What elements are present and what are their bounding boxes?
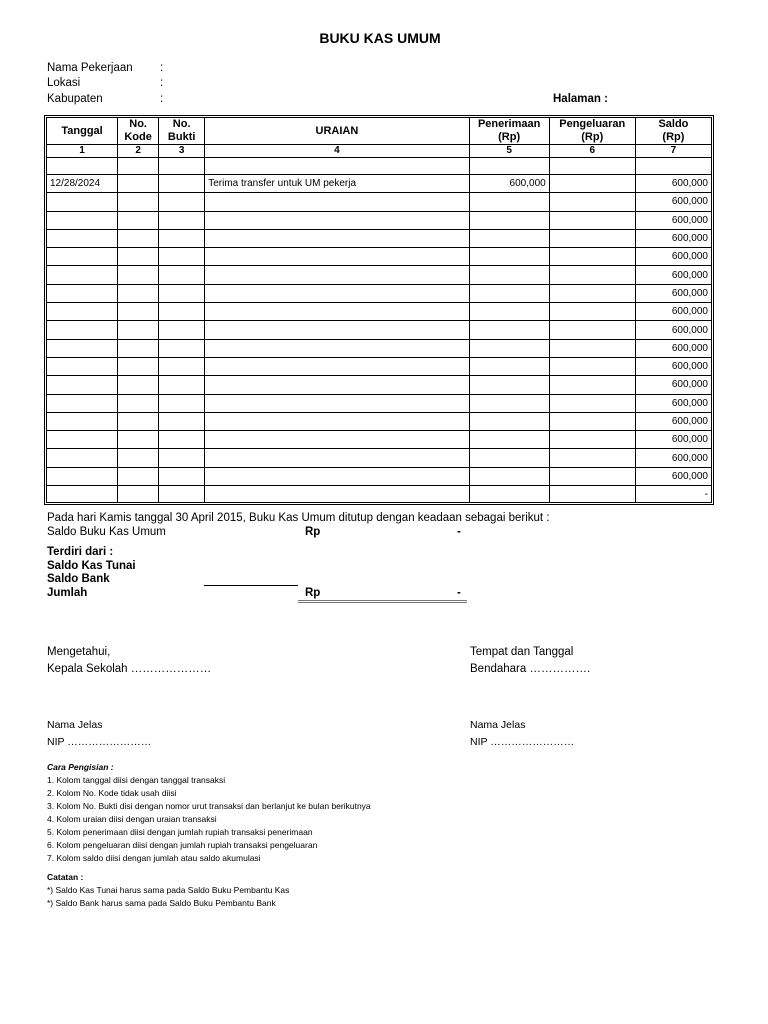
cell-kode xyxy=(118,211,159,229)
cell-tanggal: 12/28/2024 xyxy=(47,175,118,193)
table-row xyxy=(47,284,712,302)
cell-bukti xyxy=(159,248,205,266)
instruction-item: 7. Kolom saldo diisi dengan jumlah atau saldo akumulasi xyxy=(47,853,261,863)
colon: : xyxy=(160,62,164,74)
cell-bukti xyxy=(159,394,205,412)
column-number: 2 xyxy=(118,145,159,158)
cell-penerimaan xyxy=(469,412,549,430)
nip-left: NIP …………………… xyxy=(47,736,152,748)
cell-uraian xyxy=(205,321,469,339)
table-row xyxy=(47,229,712,247)
note-item: *) Saldo Bank harus sama pada Saldo Buku Pembantu Bank xyxy=(47,898,276,908)
cell-penerimaan xyxy=(469,266,549,284)
cell-kode xyxy=(118,175,159,193)
table-row xyxy=(47,467,712,485)
kepala-sekolah-label: Kepala Sekolah ………………… xyxy=(47,663,212,675)
cell-penerimaan xyxy=(469,376,549,394)
table-total-row xyxy=(47,486,712,503)
cell-pengeluaran xyxy=(549,266,635,284)
cell-kode xyxy=(118,229,159,247)
cell-kode xyxy=(118,303,159,321)
label-lokasi: Lokasi xyxy=(47,77,81,89)
cell-pengeluaran xyxy=(549,467,635,485)
saldo-buku-kas-label: Saldo Buku Kas Umum xyxy=(47,526,166,538)
cell-kode xyxy=(118,321,159,339)
nama-jelas-right: Nama Jelas xyxy=(470,719,526,731)
table-row xyxy=(47,357,712,375)
table-row xyxy=(47,303,712,321)
cell-pengeluaran xyxy=(549,431,635,449)
cell-tanggal xyxy=(47,394,118,412)
cell-pengeluaran xyxy=(549,412,635,430)
cell-bukti xyxy=(159,376,205,394)
saldo-value: - xyxy=(457,526,461,538)
cell-bukti xyxy=(159,193,205,211)
instruction-item: 1. Kolom tanggal diisi dengan tanggal transaksi xyxy=(47,775,226,785)
cell-bukti xyxy=(159,431,205,449)
cell-bukti xyxy=(159,412,205,430)
saldo-bank-label: Saldo Bank xyxy=(47,573,110,585)
column-number: 1 xyxy=(47,145,118,158)
saldo-kas-tunai-label: Saldo Kas Tunai xyxy=(47,560,136,572)
label-nama-pekerjaan: Nama Pekerjaan xyxy=(47,62,133,74)
cell-uraian xyxy=(205,357,469,375)
cell-kode xyxy=(118,339,159,357)
column-header: No. Bukti xyxy=(159,118,205,145)
cell-saldo: 600,000 xyxy=(635,449,711,467)
cell-bukti xyxy=(159,211,205,229)
instruction-item: 6. Kolom pengeluaran diisi dengan jumlah rupiah transaksi pengeluaran xyxy=(47,840,318,850)
cell-uraian xyxy=(205,284,469,302)
column-number: 4 xyxy=(205,145,469,158)
cell-uraian xyxy=(205,431,469,449)
cell-penerimaan xyxy=(469,193,549,211)
cell-saldo: 600,000 xyxy=(635,193,711,211)
cell-saldo: 600,000 xyxy=(635,412,711,430)
cell-bukti xyxy=(159,229,205,247)
cell-bukti xyxy=(159,266,205,284)
cell-kode xyxy=(118,248,159,266)
total-saldo-cell: - xyxy=(635,486,711,503)
cell-bukti xyxy=(159,449,205,467)
cell-pengeluaran xyxy=(549,175,635,193)
cell-uraian xyxy=(205,248,469,266)
cell-tanggal xyxy=(47,357,118,375)
cell-kode xyxy=(118,394,159,412)
cell-uraian: Terima transfer untuk UM pekerja xyxy=(205,175,469,193)
cell-penerimaan xyxy=(469,229,549,247)
cell-tanggal xyxy=(47,321,118,339)
cell-tanggal xyxy=(47,339,118,357)
cell-penerimaan xyxy=(469,449,549,467)
cell-tanggal xyxy=(47,284,118,302)
rp-label: Rp xyxy=(305,526,321,538)
cell-pengeluaran xyxy=(549,376,635,394)
table-row xyxy=(47,175,712,193)
cell-kode xyxy=(118,449,159,467)
ledger-table xyxy=(44,115,714,505)
cell-penerimaan xyxy=(469,303,549,321)
cell-pengeluaran xyxy=(549,449,635,467)
cell-saldo: 600,000 xyxy=(635,339,711,357)
colon: : xyxy=(160,77,164,89)
cell-kode xyxy=(118,266,159,284)
cell-uraian xyxy=(205,412,469,430)
column-header: Tanggal xyxy=(47,118,118,145)
cell-pengeluaran xyxy=(549,394,635,412)
table-row xyxy=(47,412,712,430)
cell-kode xyxy=(118,376,159,394)
cell-saldo: 600,000 xyxy=(635,376,711,394)
column-header: Saldo (Rp) xyxy=(635,118,711,145)
cell-saldo: 600,000 xyxy=(635,467,711,485)
cell-uraian xyxy=(205,193,469,211)
cell-penerimaan xyxy=(469,211,549,229)
cell-tanggal xyxy=(47,211,118,229)
table-header-row xyxy=(47,118,712,145)
cell-tanggal xyxy=(47,467,118,485)
table-row xyxy=(47,321,712,339)
cell-bukti xyxy=(159,175,205,193)
instruction-item: 3. Kolom No. Bukti disi dengan nomor urut transaksi dan berlanjut ke bulan berikutnya xyxy=(47,801,371,811)
bendahara-label: Bendahara ……………. xyxy=(470,663,591,675)
column-header: Penerimaan (Rp) xyxy=(469,118,549,145)
table-row xyxy=(47,193,712,211)
nip-right: NIP …………………… xyxy=(470,736,575,748)
cell-tanggal xyxy=(47,431,118,449)
page-title: BUKU KAS UMUM xyxy=(319,30,441,46)
cell-penerimaan xyxy=(469,467,549,485)
cell-pengeluaran xyxy=(549,303,635,321)
cell-tanggal xyxy=(47,229,118,247)
note-item: *) Saldo Kas Tunai harus sama pada Saldo Buku Pembantu Kas xyxy=(47,885,290,895)
cell-tanggal xyxy=(47,412,118,430)
cell-kode xyxy=(118,412,159,430)
table-row xyxy=(47,266,712,284)
cell-tanggal xyxy=(47,266,118,284)
table-row xyxy=(47,211,712,229)
cell-saldo: 600,000 xyxy=(635,303,711,321)
table-row xyxy=(47,431,712,449)
cell-tanggal xyxy=(47,303,118,321)
cell-kode xyxy=(118,193,159,211)
cell-kode xyxy=(118,467,159,485)
notes-heading: Catatan : xyxy=(47,872,84,882)
cell-tanggal xyxy=(47,193,118,211)
cell-pengeluaran xyxy=(549,339,635,357)
table-row xyxy=(47,376,712,394)
cell-tanggal xyxy=(47,248,118,266)
cell-tanggal xyxy=(47,376,118,394)
cell-saldo: 600,000 xyxy=(635,284,711,302)
cell-pengeluaran xyxy=(549,193,635,211)
cell-uraian xyxy=(205,339,469,357)
cell-bukti xyxy=(159,303,205,321)
instruction-item: 5. Kolom penerimaan diisi dengan jumlah rupiah transaksi penerimaan xyxy=(47,827,313,837)
cell-penerimaan xyxy=(469,248,549,266)
column-number: 3 xyxy=(159,145,205,158)
cell-uraian xyxy=(205,376,469,394)
column-header: No. Kode xyxy=(118,118,159,145)
rp-label: Rp xyxy=(305,587,321,599)
cell-kode xyxy=(118,357,159,375)
column-number-row xyxy=(47,145,712,158)
cell-saldo: 600,000 xyxy=(635,229,711,247)
terdiri-dari-label: Terdiri dari : xyxy=(47,546,114,558)
column-header: Pengeluaran (Rp) xyxy=(549,118,635,145)
cell-uraian xyxy=(205,229,469,247)
table-row xyxy=(47,394,712,412)
cell-bukti xyxy=(159,357,205,375)
cell-penerimaan xyxy=(469,339,549,357)
cell-saldo: 600,000 xyxy=(635,321,711,339)
cell-bukti xyxy=(159,284,205,302)
cell-pengeluaran xyxy=(549,229,635,247)
cell-penerimaan xyxy=(469,321,549,339)
cell-penerimaan xyxy=(469,357,549,375)
cell-penerimaan xyxy=(469,284,549,302)
instructions-heading: Cara Pengisian : xyxy=(47,762,114,772)
cell-kode xyxy=(118,284,159,302)
column-header: URAIAN xyxy=(205,118,469,145)
cell-penerimaan xyxy=(469,394,549,412)
cell-pengeluaran xyxy=(549,284,635,302)
cell-tanggal xyxy=(47,449,118,467)
cell-uraian xyxy=(205,211,469,229)
cell-saldo: 600,000 xyxy=(635,357,711,375)
table-row xyxy=(47,158,712,175)
cell-saldo: 600,000 xyxy=(635,266,711,284)
column-number: 5 xyxy=(469,145,549,158)
column-number: 7 xyxy=(635,145,711,158)
cell-pengeluaran xyxy=(549,357,635,375)
tempat-tanggal-label: Tempat dan Tanggal xyxy=(470,646,574,658)
cell-uraian xyxy=(205,266,469,284)
table-row xyxy=(47,248,712,266)
cell-pengeluaran xyxy=(549,211,635,229)
cell-saldo: 600,000 xyxy=(635,394,711,412)
cell-bukti xyxy=(159,339,205,357)
instruction-item: 4. Kolom uraian diisi dengan uraian transaksi xyxy=(47,814,217,824)
cell-bukti xyxy=(159,321,205,339)
cell-bukti xyxy=(159,467,205,485)
cell-kode xyxy=(118,431,159,449)
cell-uraian xyxy=(205,394,469,412)
instruction-item: 2. Kolom No. Kode tidak usah diisi xyxy=(47,788,177,798)
cell-uraian xyxy=(205,467,469,485)
cell-penerimaan xyxy=(469,431,549,449)
jumlah-value: - xyxy=(457,587,461,599)
mengetahui-label: Mengetahui, xyxy=(47,646,111,658)
cell-saldo: 600,000 xyxy=(635,248,711,266)
sum-divider xyxy=(204,585,298,586)
total-underline xyxy=(298,600,467,603)
colon: : xyxy=(160,93,164,105)
cell-uraian xyxy=(205,303,469,321)
label-halaman: Halaman : xyxy=(553,93,608,105)
label-kabupaten: Kabupaten xyxy=(47,93,103,105)
table-row xyxy=(47,449,712,467)
cell-pengeluaran xyxy=(549,248,635,266)
cell-saldo: 600,000 xyxy=(635,431,711,449)
cell-saldo: 600,000 xyxy=(635,211,711,229)
cell-pengeluaran xyxy=(549,321,635,339)
column-number: 6 xyxy=(549,145,635,158)
closing-sentence: Pada hari Kamis tanggal 30 April 2015, Buku Kas Umum ditutup dengan keadaan sebagai berikut : xyxy=(47,512,550,524)
table-row xyxy=(47,339,712,357)
jumlah-label: Jumlah xyxy=(47,587,88,599)
nama-jelas-left: Nama Jelas xyxy=(47,719,103,731)
cell-penerimaan: 600,000 xyxy=(469,175,549,193)
cell-uraian xyxy=(205,449,469,467)
cell-saldo: 600,000 xyxy=(635,175,711,193)
